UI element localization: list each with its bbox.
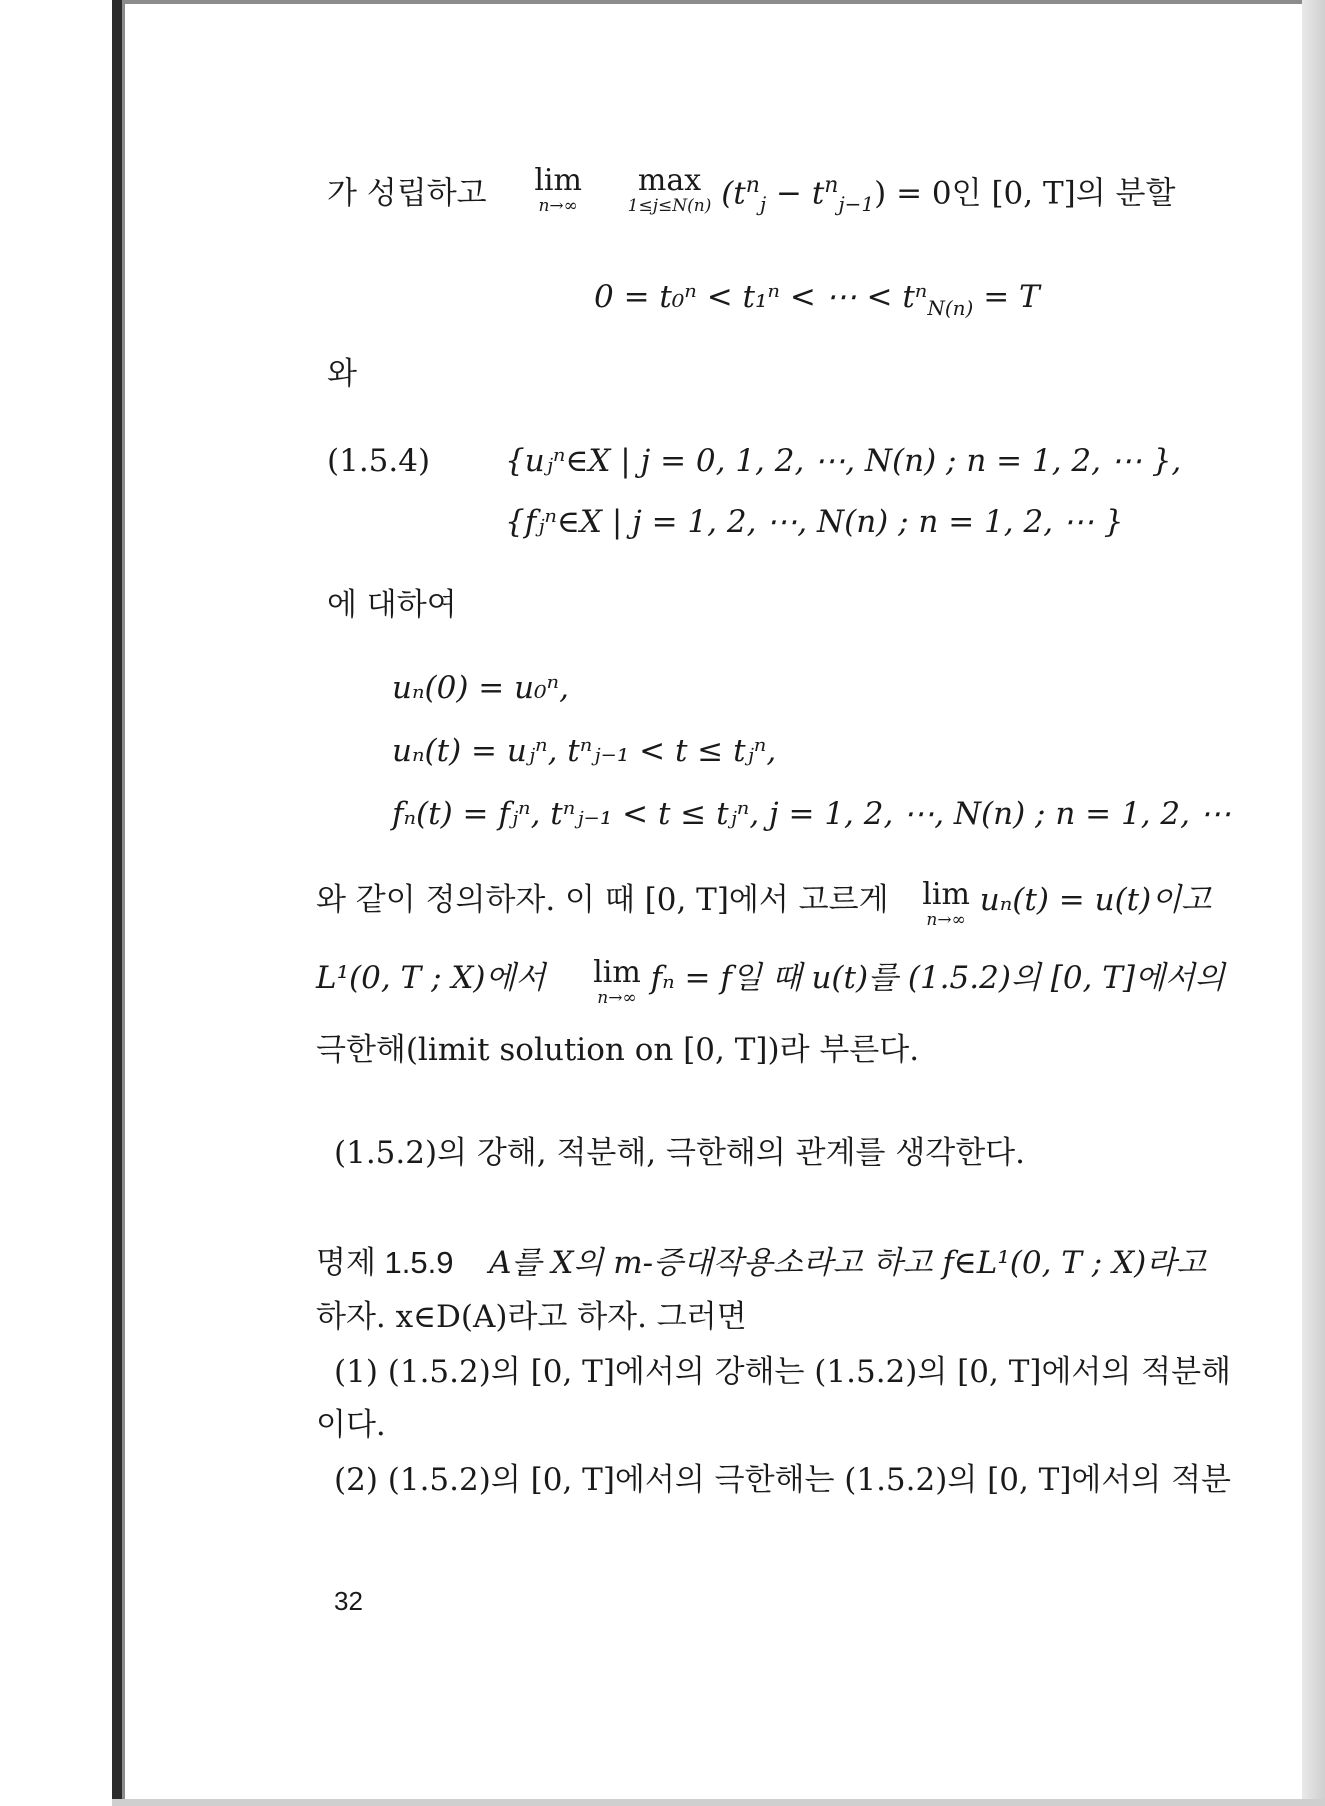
lim-operator: lim n→∞ (534, 163, 582, 216)
equation-label-1-5-4: (1.5.4) (327, 443, 431, 479)
text-segment: 가 성립하고 (327, 175, 487, 212)
definition-line-2: uₙ(t) = uⱼⁿ, tⁿⱼ₋₁ < t ≤ tⱼⁿ, (392, 733, 777, 769)
paragraph-relation: (1.5.2)의 강해, 적분해, 극한해의 관계를 생각한다. (334, 1135, 1025, 1171)
equation-set-f: {fⱼⁿ∈X | j = 1, 2, ⋯, N(n) ; n = 1, 2, ⋯ } (505, 504, 1124, 540)
proposition-line-1: 명제 1.5.9 A를 X의 m-증대작용소라고 하고 f∈L¹(0, T ; X)라고 (316, 1245, 1207, 1281)
text-edaehayeo: 에 대하여 (327, 587, 457, 623)
math-segment: (t (721, 175, 746, 212)
paragraph-line-3: 극한해(limit solution on [0, T])라 부른다. (316, 1032, 920, 1068)
definition-line-3: fₙ(t) = fⱼⁿ, tⁿⱼ₋₁ < t ≤ tⱼⁿ, j = 1, 2, ⋯, N(n) ; n = 1, 2, ⋯ (392, 796, 1231, 832)
proposition-item-1-cont: 이다. (316, 1407, 386, 1443)
equation-partition: 0 = t₀ⁿ < t₁ⁿ < ⋯ < tⁿ$_{N(n)}$ = T (594, 279, 1040, 320)
proposition-line-2: 하자. x∈D(A)라고 하자. 그러면 (316, 1299, 747, 1335)
equation-set-u: {uⱼⁿ∈X | j = 0, 1, 2, ⋯, N(n) ; n = 1, 2, ⋯ }, (505, 443, 1182, 479)
proposition-item-1: (1) (1.5.2)의 [0, T]에서의 강해는 (1.5.2)의 [0, T]에서의 적분해 (334, 1354, 1232, 1390)
max-operator: max 1≤j≤N(n) (627, 163, 712, 216)
text-line-1: 가 성립하고 lim n→∞ max 1≤j≤N(n) $(t^n_j - t^n_{j-1}) = 0$인 [0, T]의 분할 (327, 163, 1176, 217)
page-number: 32 (334, 1586, 363, 1616)
text-wa: 와 (327, 356, 357, 392)
page-frame-left (112, 0, 122, 1806)
page-frame-left-inner (122, 0, 125, 1806)
proposition-label: 명제 1.5.9 (316, 1245, 454, 1280)
lim-operator: lim n→∞ (922, 877, 970, 930)
paragraph-line-1: 와 같이 정의하자. 이 때 [0, T]에서 고르게 lim n→∞ uₙ(t) = u(t)이고 (316, 877, 1212, 930)
page-frame-right (1302, 0, 1325, 1806)
page-frame-bottom (112, 1799, 1325, 1806)
lim-operator: lim n→∞ (593, 955, 641, 1008)
definition-line-1: uₙ(0) = u₀ⁿ, (392, 670, 569, 706)
page-frame-top (112, 0, 1325, 4)
proposition-item-2: (2) (1.5.2)의 [0, T]에서의 극한해는 (1.5.2)의 [0, T]에서의 적분 (334, 1462, 1232, 1498)
paragraph-line-2: L¹(0, T ; X)에서 lim n→∞ fₙ = f일 때 u(t)를 (1.5.2)의 [0, T]에서의 (316, 955, 1225, 1008)
